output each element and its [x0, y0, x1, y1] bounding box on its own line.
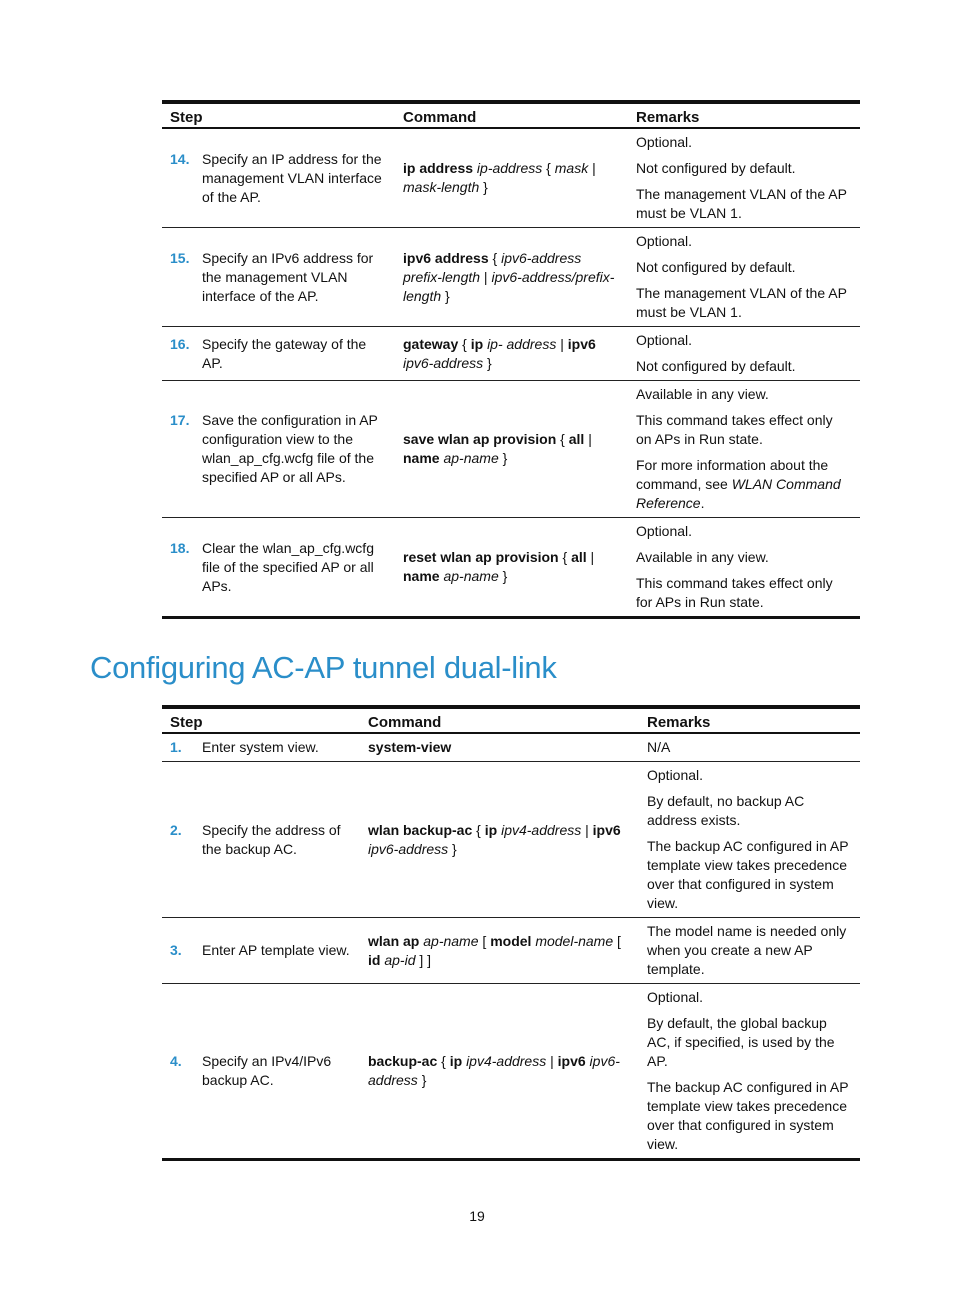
remarks-cell — [639, 733, 860, 762]
remark-line: Optional. — [647, 767, 704, 783]
table-row — [162, 327, 860, 381]
page-number: 19 — [469, 1208, 485, 1224]
step-number: 14. — [170, 150, 190, 167]
step-text: Enter system view. — [202, 739, 319, 755]
step-text: Clear the wlan_ap_cfg.wcfg file of the specified AP or all APs. — [202, 539, 374, 594]
remark-line: By default, no backup AC address exists. — [647, 793, 805, 828]
remark-line: For more information about the command, see WLAN Command Reference. — [636, 457, 841, 511]
remark-line: Available in any view. — [636, 386, 769, 402]
remark-line: Optional. — [636, 523, 693, 539]
table-row — [162, 381, 860, 518]
table-row — [162, 918, 860, 984]
step-number: 1. — [170, 739, 182, 755]
step-number: 16. — [170, 335, 190, 352]
step-number: 3. — [170, 942, 182, 958]
remark-line: N/A — [647, 739, 671, 755]
remark-line: The backup AC configured in AP template view takes precedence over that configured in system view. — [647, 1079, 849, 1152]
step-text: Specify the gateway of the AP. — [202, 335, 367, 371]
command-cell: gateway { ip ip- address | ipv6 ipv6-address } — [395, 327, 628, 381]
remark-line: Not configured by default. — [636, 160, 796, 176]
step-cell — [162, 327, 395, 381]
table-row — [162, 228, 860, 327]
step-number: 18. — [170, 539, 190, 556]
section-title: Configuring AC-AP tunnel dual-link — [90, 650, 557, 685]
step-cell — [162, 381, 395, 518]
step-number: 2. — [170, 821, 182, 838]
step-cell — [162, 518, 395, 618]
remarks-cell — [628, 228, 860, 327]
step-item — [170, 411, 387, 487]
step-number: 4. — [170, 1053, 182, 1069]
table-body — [162, 733, 860, 1160]
remark-line: Optional. — [647, 989, 704, 1005]
config-steps-table-1 — [162, 100, 860, 619]
step-cell — [162, 733, 360, 762]
table-row — [162, 733, 860, 762]
remarks-cell — [639, 984, 860, 1160]
step-text: Specify the address of the backup AC. — [202, 821, 341, 857]
remarks-cell — [628, 518, 860, 618]
col-header-command: Command — [395, 102, 628, 128]
remark-line: The model name is needed only when you create a new AP template. — [647, 923, 847, 977]
step-text: Specify an IP address for the management VLAN interface of the AP. — [202, 150, 382, 205]
step-cell — [162, 762, 360, 918]
step-cell — [162, 984, 360, 1160]
remark-line: Optional. — [636, 134, 693, 150]
remark-line: Available in any view. — [636, 549, 769, 565]
remarks-cell — [628, 128, 860, 228]
command-cell: ipv6 address { ipv6-address prefix-length | ipv6-address/prefix-length } — [395, 228, 628, 327]
command-cell: reset wlan ap provision { all | name ap-name } — [403, 549, 595, 584]
col-header-remarks: Remarks — [628, 102, 860, 128]
step-text: Save the configuration in AP configuration view to the wlan_ap_cfg.wcfg file of the specified AP or all APs. — [202, 412, 378, 485]
table-row — [162, 762, 860, 918]
remark-line: Optional. — [636, 332, 693, 348]
remark-line: Not configured by default. — [636, 358, 796, 374]
step-cell — [162, 918, 360, 984]
step-text: Specify an IPv6 address for the management VLAN interface of the AP. — [202, 249, 374, 304]
table-row — [162, 128, 860, 228]
step-cell — [162, 228, 395, 327]
remarks-cell — [639, 762, 860, 918]
remark-line: Not configured by default. — [636, 259, 796, 275]
remarks-cell — [628, 327, 860, 381]
step-item — [170, 738, 352, 757]
config-steps-table-2 — [162, 705, 860, 1161]
remark-line: The management VLAN of the AP must be VLAN 1. — [636, 186, 847, 221]
remark-line: This command takes effect only for APs in Run state. — [636, 575, 833, 610]
remark-line: This command takes effect only on APs in Run state. — [636, 412, 833, 447]
step-item — [170, 821, 352, 859]
remarks-cell — [639, 918, 860, 984]
col-header-step: Step — [162, 707, 360, 733]
command-cell: backup-ac { ip ipv4-address | ipv6 ipv6-address } — [368, 1053, 620, 1088]
command-cell: ip address ip-address { mask | mask-length } — [395, 128, 628, 228]
step-text: Enter AP template view. — [202, 942, 350, 958]
command-cell: save wlan ap provision { all | name ap-name } — [395, 381, 628, 518]
step-item — [170, 1052, 352, 1090]
col-header-command: Command — [360, 707, 639, 733]
step-number: 15. — [170, 249, 190, 266]
table-body — [162, 128, 860, 618]
step-item — [170, 150, 387, 207]
step-item — [170, 539, 387, 596]
step-number: 17. — [170, 412, 190, 428]
remark-line: By default, the global backup AC, if specified, is used by the AP. — [647, 1015, 835, 1069]
step-item — [170, 249, 387, 306]
remark-line: The management VLAN of the AP must be VLAN 1. — [636, 285, 847, 320]
command-cell: wlan backup-ac { ip ipv4-address | ipv6 ipv6-address } — [360, 762, 639, 918]
table-header-row — [162, 102, 860, 128]
step-cell — [162, 128, 395, 228]
step-item — [170, 941, 352, 960]
table-row — [162, 984, 860, 1160]
remarks-cell — [628, 381, 860, 518]
table-row — [162, 518, 860, 618]
table-header-row — [162, 707, 860, 733]
col-header-step: Step — [162, 102, 395, 128]
step-item — [170, 335, 387, 373]
remark-line: The backup AC configured in AP template view takes precedence over that configured in system view. — [647, 838, 849, 911]
remark-line: Optional. — [636, 233, 693, 249]
step-text: Specify an IPv4/IPv6 backup AC. — [202, 1053, 332, 1088]
command-cell: system-view — [360, 733, 639, 762]
col-header-remarks: Remarks — [639, 707, 860, 733]
command-cell: wlan ap ap-name [ model model-name [ id ap-id ] ] — [360, 918, 639, 984]
